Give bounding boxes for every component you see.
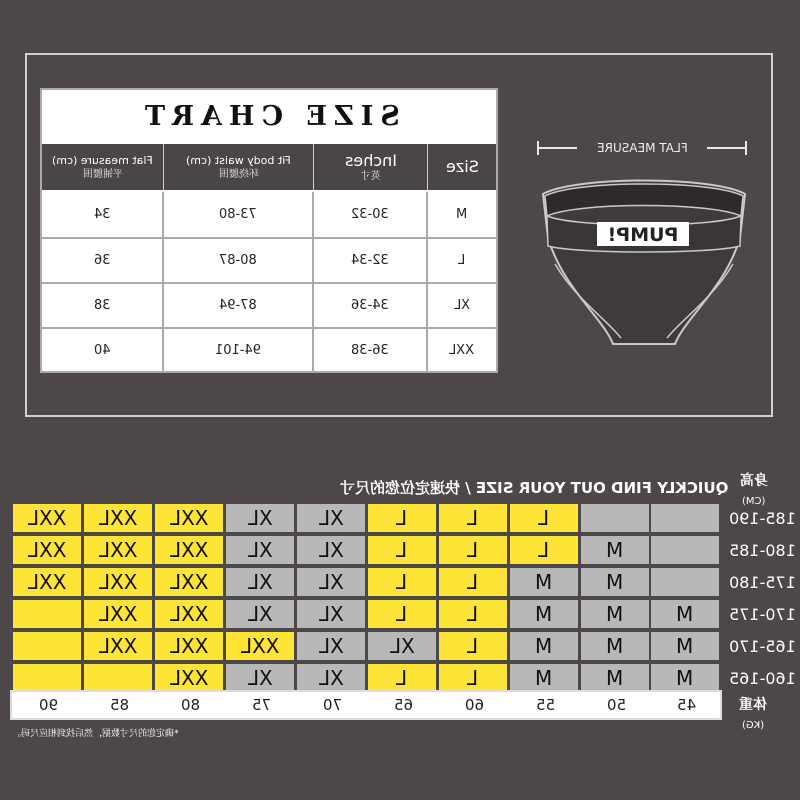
size-cell-value: XL	[389, 634, 415, 658]
table-row	[42, 327, 496, 372]
size-cell	[438, 567, 508, 597]
height-range-label	[727, 631, 797, 661]
cell-flat: 36	[93, 253, 111, 268]
header-inches	[314, 144, 428, 190]
size-cell-value: XXL	[169, 570, 209, 594]
cell-flat: 38	[93, 298, 111, 313]
size-cell	[225, 663, 295, 693]
size-cell	[154, 503, 224, 533]
size-cell-value: XL	[318, 538, 344, 562]
size-cell-value: M	[606, 570, 624, 594]
footnote-text: *确定您的尺寸数据，然后找到相应尺码。	[12, 729, 179, 739]
weight-value-text: 45	[677, 696, 697, 714]
weight-axis-label	[729, 694, 777, 731]
height-range-text: 160-165	[728, 668, 796, 688]
size-cell	[438, 503, 508, 533]
size-cell-value: M	[535, 570, 553, 594]
size-cell	[509, 631, 579, 661]
size-cell	[83, 535, 153, 565]
header-body-waist	[164, 144, 314, 190]
quick-chart-title	[258, 476, 728, 498]
size-cell-value: L	[396, 666, 408, 690]
size-cell	[367, 535, 437, 565]
header-body-waist-en: Fit body waist (cm)	[186, 153, 291, 167]
cell-inches: 34-36	[351, 298, 389, 313]
size-cell	[296, 599, 366, 629]
size-cell-value: XXL	[169, 634, 209, 658]
size-cell-value: L	[467, 506, 479, 530]
weight-value	[85, 692, 155, 718]
size-chart-header	[42, 142, 496, 192]
header-flat-measure-cn: 平铺腰围	[82, 168, 123, 180]
size-cell-value: L	[396, 570, 408, 594]
size-cell-value: M	[676, 634, 694, 658]
size-cell-value: M	[606, 602, 624, 626]
size-cell	[509, 535, 579, 565]
size-cell-value: M	[535, 602, 553, 626]
size-chart-title-text: SIZE CHART	[138, 100, 400, 132]
size-cell-value: XL	[247, 570, 273, 594]
size-cell-value: XL	[247, 602, 273, 626]
header-size	[428, 144, 496, 190]
size-chart-body	[42, 192, 496, 371]
weight-value-text: 55	[536, 696, 556, 714]
size-cell-value: XL	[247, 538, 273, 562]
weight-value	[14, 692, 84, 718]
size-cell	[83, 663, 153, 693]
footnote	[12, 726, 252, 740]
size-cell	[154, 631, 224, 661]
weight-label-text: 体重	[739, 697, 767, 713]
height-range-label	[727, 599, 797, 629]
size-cell	[509, 599, 579, 629]
size-cell	[650, 567, 720, 597]
cell-inches: 36-38	[351, 343, 389, 358]
size-cell	[12, 599, 82, 629]
size-cell-value: L	[467, 634, 479, 658]
size-cell	[154, 599, 224, 629]
size-cell-value: M	[535, 666, 553, 690]
size-cell-value: M	[606, 634, 624, 658]
weight-value	[440, 692, 510, 718]
height-range-text: 165-170	[728, 636, 796, 656]
size-cell-value: XXL	[169, 666, 209, 690]
size-cell-value: XXL	[169, 602, 209, 626]
size-chart-table	[40, 88, 498, 373]
weight-value	[156, 692, 226, 718]
size-cell	[296, 535, 366, 565]
weight-value-text: 50	[607, 696, 627, 714]
cell-waist: 80-87	[219, 253, 257, 268]
size-cell-value: M	[676, 666, 694, 690]
size-cell-value: XL	[247, 666, 273, 690]
size-cell-value: XXL	[98, 634, 138, 658]
size-cell	[580, 567, 650, 597]
table-row	[42, 192, 496, 237]
size-cell-value: XL	[318, 570, 344, 594]
height-range-label	[727, 535, 797, 565]
underwear-brief-icon	[535, 168, 753, 346]
size-cell-value: L	[396, 602, 408, 626]
flat-measure-indicator	[537, 138, 747, 158]
size-cell-value: M	[606, 538, 624, 562]
table-row	[42, 282, 496, 327]
weight-unit-text: (KG)	[741, 720, 765, 731]
size-cell	[509, 503, 579, 533]
size-cell	[154, 567, 224, 597]
size-cell	[580, 503, 650, 533]
size-cell	[650, 663, 720, 693]
size-cell-value: XXL	[169, 506, 209, 530]
weight-value-text: 65	[394, 696, 414, 714]
height-unit-text: (CM)	[742, 496, 766, 507]
height-range-label	[727, 503, 797, 533]
size-cell-value: L	[467, 666, 479, 690]
size-cell	[83, 631, 153, 661]
weight-value-text: 75	[252, 696, 272, 714]
header-flat-measure	[42, 144, 164, 190]
cell-waist: 94-101	[214, 343, 262, 358]
weight-value-text: 85	[110, 696, 130, 714]
size-cell	[367, 599, 437, 629]
height-range-text: 180-185	[728, 540, 796, 560]
size-cell	[154, 663, 224, 693]
quick-chart-title-text: QUICKLY FIND OUT YOUR SIZE / 快速定位您的尺寸	[339, 478, 728, 497]
cell-size: L	[458, 253, 466, 268]
size-cell-value: XXL	[27, 538, 67, 562]
size-cell-value: M	[606, 666, 624, 690]
weight-value	[652, 692, 722, 718]
size-cell-value: XL	[318, 506, 344, 530]
weight-value	[298, 692, 368, 718]
weight-value-text: 70	[323, 696, 343, 714]
size-cell	[438, 535, 508, 565]
size-cell-value: XXL	[98, 570, 138, 594]
size-cell	[296, 663, 366, 693]
size-cell-value: XXL	[98, 602, 138, 626]
size-cell	[367, 663, 437, 693]
size-cell	[12, 535, 82, 565]
size-cell	[296, 631, 366, 661]
weight-value-text: 90	[39, 696, 59, 714]
size-cell-value: M	[676, 602, 694, 626]
size-cell	[650, 631, 720, 661]
weight-value-text: 60	[465, 696, 485, 714]
header-body-waist-cn: 环绕腰围	[218, 168, 259, 180]
size-cell	[12, 631, 82, 661]
size-cell-value: L	[467, 538, 479, 562]
cell-size: XL	[453, 298, 471, 313]
cell-size: XXL	[449, 343, 475, 358]
size-cell-value: L	[396, 538, 408, 562]
size-cell	[580, 535, 650, 565]
weight-value	[227, 692, 297, 718]
header-size-en: Size	[445, 157, 479, 176]
header-inches-cn: 英寸	[360, 170, 381, 182]
header-inches-en: Inches	[344, 150, 397, 170]
size-cell	[438, 663, 508, 693]
size-cell-value: XXL	[169, 538, 209, 562]
size-cell-value: XXL	[98, 538, 138, 562]
height-range-text: 170-175	[728, 604, 796, 624]
size-cell	[225, 631, 295, 661]
size-cell	[225, 535, 295, 565]
size-chart-title	[42, 90, 496, 142]
height-axis-label	[731, 470, 777, 507]
height-range-text: 185-190	[728, 508, 796, 528]
size-cell	[12, 567, 82, 597]
size-cell	[650, 599, 720, 629]
size-cell	[367, 631, 437, 661]
height-label-text: 身高	[740, 473, 768, 489]
weight-value	[369, 692, 439, 718]
size-cell	[225, 567, 295, 597]
height-range-label	[727, 663, 797, 693]
size-cell	[12, 663, 82, 693]
size-cell	[438, 631, 508, 661]
size-cell	[580, 663, 650, 693]
size-cell-value: XXL	[98, 506, 138, 530]
size-cell	[225, 503, 295, 533]
size-cell	[580, 631, 650, 661]
size-cell	[509, 567, 579, 597]
size-cell	[83, 503, 153, 533]
cell-size: M	[456, 207, 468, 222]
size-cell-value: XL	[318, 602, 344, 626]
size-cell-value: XXL	[27, 570, 67, 594]
brand-logo-text: PUMP!	[607, 224, 679, 246]
size-cell-value: L	[396, 506, 408, 530]
size-cell-value: XL	[318, 666, 344, 690]
size-cell	[438, 599, 508, 629]
cell-inches: 30-32	[351, 207, 389, 222]
height-range-text: 175-180	[728, 572, 796, 592]
cell-waist: 73-80	[219, 207, 257, 222]
size-cell	[509, 663, 579, 693]
size-cell-value: XL	[318, 634, 344, 658]
size-cell	[296, 503, 366, 533]
size-cell	[83, 567, 153, 597]
size-cell-value: M	[535, 634, 553, 658]
cell-flat: 40	[93, 343, 111, 358]
size-cell	[367, 567, 437, 597]
size-cell	[367, 503, 437, 533]
measure-tick-left	[537, 141, 539, 155]
size-cell-value: XL	[247, 506, 273, 530]
cell-waist: 87-94	[219, 298, 257, 313]
size-cell	[225, 599, 295, 629]
weight-value	[582, 692, 652, 718]
header-flat-measure-en: Flat measure (cm)	[52, 153, 153, 167]
height-range-label	[727, 567, 797, 597]
size-cell	[296, 567, 366, 597]
size-cell	[12, 503, 82, 533]
cell-inches: 32-34	[351, 253, 389, 268]
size-cell	[650, 503, 720, 533]
measure-tick-right	[745, 141, 747, 155]
size-cell-value: L	[538, 506, 550, 530]
weight-value-text: 80	[181, 696, 201, 714]
size-cell-value: L	[467, 602, 479, 626]
size-cell-value: L	[467, 570, 479, 594]
flat-measure-label-text: FLAT MEASURE	[596, 141, 688, 155]
size-cell	[650, 535, 720, 565]
size-cell	[580, 599, 650, 629]
size-cell	[154, 535, 224, 565]
size-cell-value: XXL	[240, 634, 280, 658]
size-cell-value: XXL	[27, 506, 67, 530]
flat-measure-label	[577, 139, 707, 157]
weight-value	[511, 692, 581, 718]
weight-row	[10, 690, 722, 720]
size-cell-value: L	[538, 538, 550, 562]
size-cell	[83, 599, 153, 629]
table-row	[42, 237, 496, 282]
cell-flat: 34	[93, 207, 111, 222]
